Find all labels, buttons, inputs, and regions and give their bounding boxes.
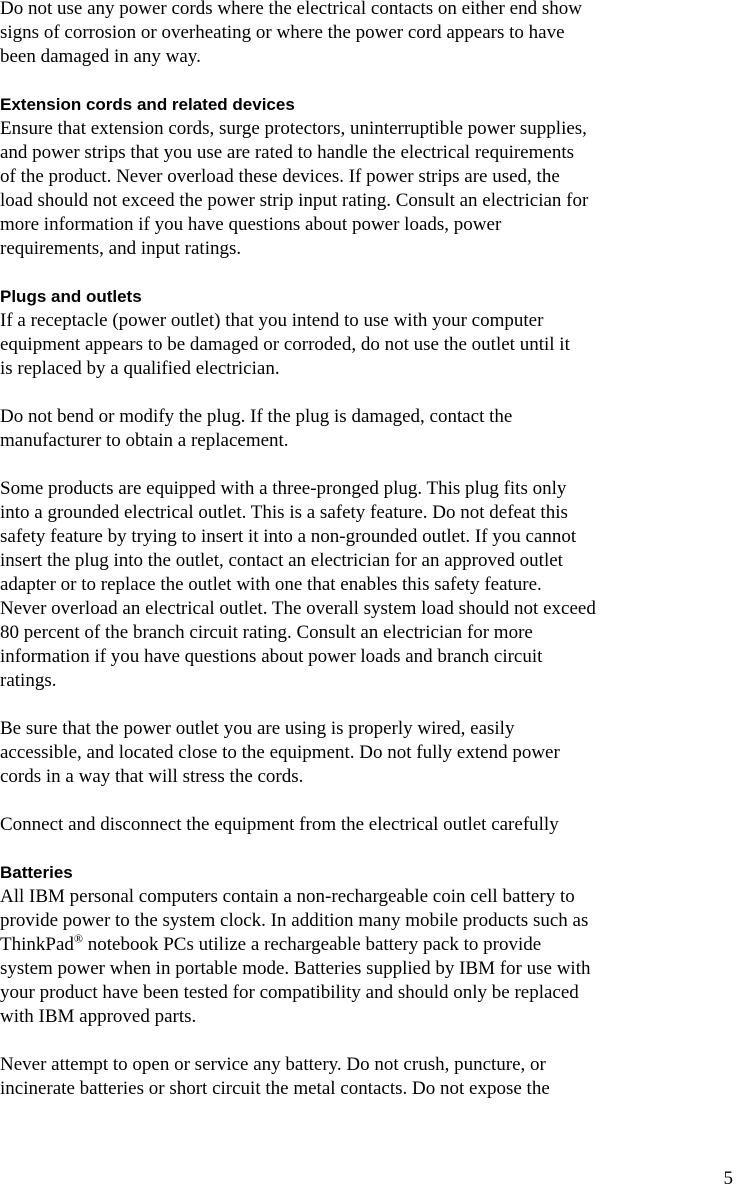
batteries-heading: Batteries <box>0 863 73 882</box>
plugs-paragraph-3: Some products are equipped with a three-pronged plug. This plug fits only into a grounded electrical outlet. This is a safety feature. Do not defeat this safety feature by trying to insert it into a non-grounded outlet. If you cannot insert the plug into the outlet, contact an electrician for an approved outlet adapter or to replace the outlet with one that enables this safety feature. Never overload an electrical outlet. The overall system load should not exceed 80 percent of the branch circuit rating. Consult an electrician for more information if you have questions about power loads and branch circuit ratings. <box>0 478 596 691</box>
plugs-paragraph-2: Do not bend or modify the plug. If the plug is damaged, contact the manufacturer to obtain a replacement. <box>0 406 513 451</box>
extension-cords-heading: Extension cords and related devices <box>0 95 295 114</box>
batteries-p1-before: All IBM personal computers contain a non-rechargeable coin cell battery to provide power to the system clock. In addition many mobile products such as ThinkPad <box>0 886 589 955</box>
registered-mark: ® <box>73 931 84 946</box>
plugs-paragraph-4: Be sure that the power outlet you are using is properly wired, easily accessible, and located close to the equipment. Do not fully extend power cords in a way that will stress the cords. <box>0 718 560 787</box>
plugs-paragraph-1: If a receptacle (power outlet) that you intend to use with your computer equipment appears to be damaged or corroded, do not use the outlet until it is replaced by a qualified electrician. <box>0 310 570 379</box>
extension-cords-paragraph: Ensure that extension cords, surge protectors, uninterruptible power supplies, and power strips that you use are rated to handle the electrical requirements of the product. Never overload these devices. If power strips are used, the load should not exceed the power strip input rating. Consult an electrician for more information if you have questions about power loads, power requirements, and input ratings. <box>0 118 589 259</box>
batteries-p1-after: notebook PCs utilize a rechargeable battery pack to provide system power when in portable mode. Batteries supplied by IBM for use with your product have been tested for compatibility and should only be replaced with IBM approved parts. <box>0 934 591 1027</box>
batteries-paragraph-1 <box>0 885 739 1029</box>
batteries-paragraph-2: Never attempt to open or service any battery. Do not crush, puncture, or incinerate batteries or short circuit the metal contacts. Do not expose the <box>0 1054 550 1099</box>
page-number: 5 <box>723 1168 733 1189</box>
intro-paragraph: Do not use any power cords where the electrical contacts on either end show signs of corrosion or overheating or where the power cord appears to have been damaged in any way. <box>0 0 582 67</box>
plugs-outlets-heading: Plugs and outlets <box>0 287 142 306</box>
plugs-paragraph-5: Connect and disconnect the equipment from the electrical outlet carefully <box>0 814 559 835</box>
